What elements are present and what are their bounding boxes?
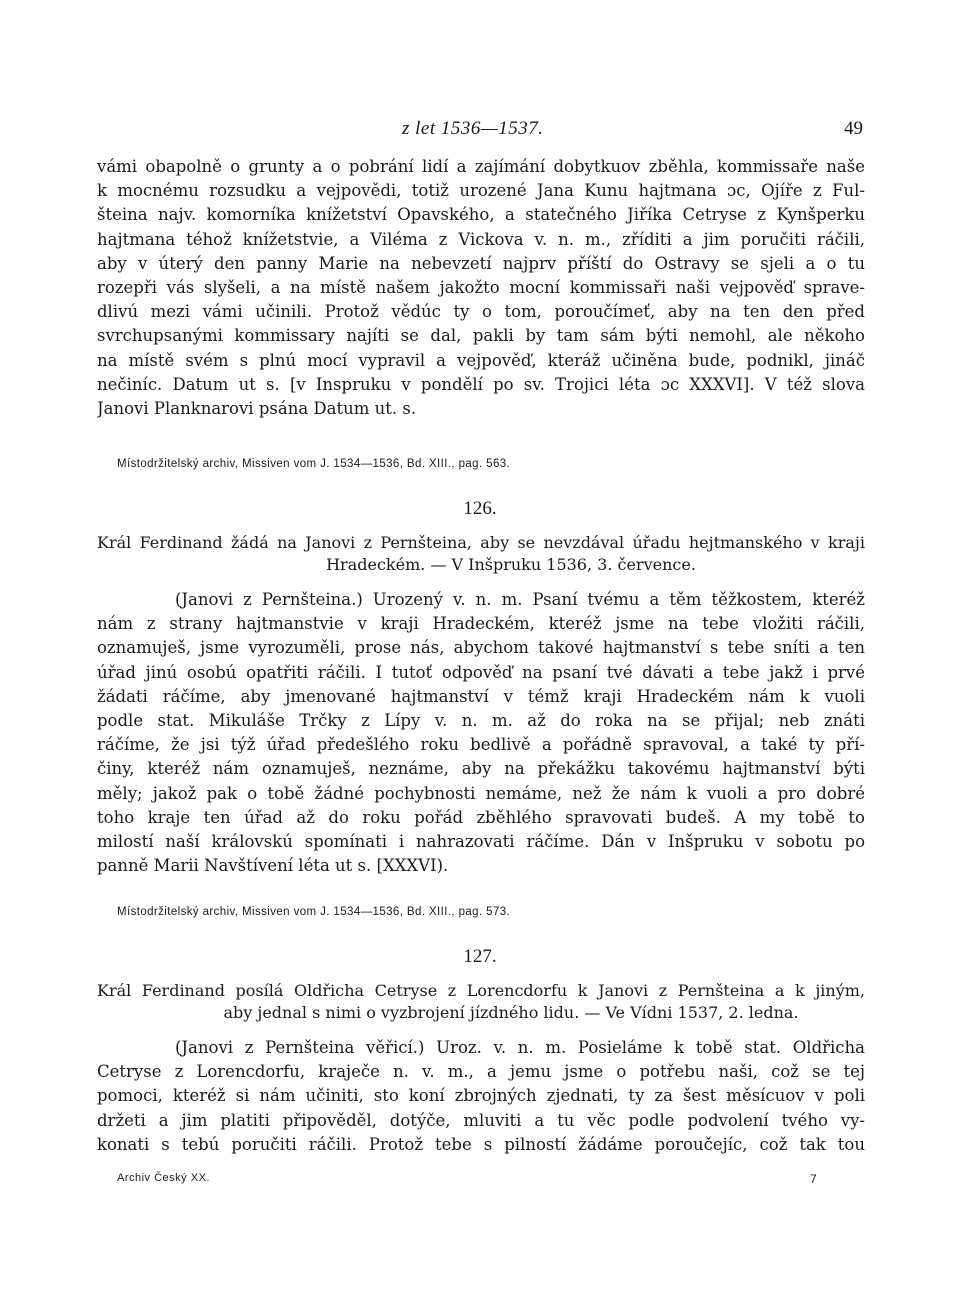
text-line: milostí naší královskú spomínati i nahrazovati ráčíme. Dán v Inšpruku v sobotu po <box>97 831 865 851</box>
doc125-body <box>97 155 865 421</box>
summary-line: Král Ferdinand žádá na Janovi z Pernšteina, aby se nevzdával úřadu hejtmanského v kraji <box>97 533 865 552</box>
footer-signature: Archiv Český XX. <box>117 1172 210 1184</box>
text-line: k mocnému rozsudku a vejpovědi, totiž urozené Jana Kunu hajtmana ɔc, Ojíře z Ful- <box>97 181 865 201</box>
text-line: na místě svém s plnú mocí vypravil a vejpověď, kteráž učiněna bude, podnikl, jináč <box>97 350 865 370</box>
doc126-summary <box>97 532 865 576</box>
footer-sheet-number: 7 <box>810 1172 817 1186</box>
text-line: panně Marii Navštívení léta ut s. [XXXVI). <box>97 856 449 876</box>
text-line: Janovi Planknarovi psána Datum ut. s. <box>97 398 417 418</box>
text-line: šteina najv. komorníka knížetství Opavského, a statečného Jiříka Cetryse z Kynšperku <box>97 205 865 225</box>
archival-source: Místodržitelský archiv, Missiven vom J. 1534—1536, Bd. XIII., pag. 573. <box>117 906 511 918</box>
text-line: svrchupsanými kommissary najíti se dal, pakli by tam sám býti nemohl, ale někoho <box>97 326 865 346</box>
page-number: 49 <box>844 118 863 139</box>
text-line: konati s tebú poručiti ráčili. Protož tebe s pilností žádáme poroučejíc, což tak tou <box>97 1134 865 1154</box>
text-line: oznamuješ, jsme vyrozuměli, prose nás, abychom takové hajtmanství s tebe sníti a ten <box>97 638 865 658</box>
summary-line: Král Ferdinand posílá Oldřicha Cetryse z Lorencdorfu k Janovi z Pernšteina a k jiným, <box>97 981 865 1000</box>
summary-line: Hradeckém. — V Inšpruku 1536, 3. července. <box>326 555 696 574</box>
doc127-body <box>97 1036 865 1157</box>
text-line: držeti a jim platiti připověděl, dotýče, mluviti a tu věc podle podvolení tvého vy- <box>97 1110 865 1130</box>
archival-source: Místodržitelský archiv, Missiven vom J. 1534—1536, Bd. XIII., pag. 563. <box>117 458 511 470</box>
text-line: žádati ráčíme, aby jmenované hajtmanství v témž kraji Hradeckém nám k vuoli <box>97 686 865 706</box>
text-line: vámi obapolně o grunty a o pobrání lidí a zajímání dobytkuov zběhla, kommissaře naše <box>97 157 865 176</box>
summary-line: aby jednal s nimi o vyzbrojení jízdného lidu. — Ve Vídni 1537, 2. ledna. <box>223 1003 799 1022</box>
text-line: úřad jinú osobú opatřiti ráčili. I tutoť odpověď na psaní tvé dávati a tebe jakž i prvé <box>97 662 865 682</box>
doc126-body <box>97 588 865 878</box>
running-title: z let 1536—1537. <box>402 118 544 139</box>
text-line: dlivú mezi vámi učinili. Protož vědúc ty o tom, poroučímeť, aby na ten den před <box>97 302 865 322</box>
text-line: hajtmana téhož knížetstvie, a Viléma z Vickova v. n. m., zříditi a jim poručiti ráčili, <box>97 229 865 249</box>
doc127-summary <box>97 980 865 1024</box>
document-number: 126. <box>463 498 497 519</box>
text-line: (Janovi z Pernšteina věřicí.) Uroz. v. n. m. Posieláme k tobě stat. Oldřicha <box>175 1038 865 1057</box>
text-line: nečiníc. Datum ut s. [v Inspruku v pondělí po sv. Trojici léta ɔc XXXVI]. V též slova <box>97 374 865 394</box>
text-line: rozepři vás slyšeli, a na místě našem jakožto mocní kommissaři naši vejpověď sprave- <box>97 277 865 297</box>
text-line: pomoci, kteréž si nám učiniti, sto koní zbrojných zjednati, ty za šest měsícuov v poli <box>97 1086 865 1106</box>
document-number: 127. <box>463 946 497 967</box>
text-line: činy, kteréž nám oznamuješ, neznáme, aby na překážku takovému hajtmanství býti <box>97 759 865 779</box>
text-line: Cetryse z Lorencdorfu, kraječe n. v. m., a jemu jsme o potřebu naši, což se tej <box>97 1062 865 1082</box>
text-line: aby v úterý den panny Marie na nebevzetí najprv příští do Ostravy se sjeli a o tu <box>97 253 865 273</box>
text-line: podle stat. Mikuláše Trčky z Lípy v. n. m. až do roka na se přijal; neb znáti <box>97 710 865 730</box>
text-line: (Janovi z Pernšteina.) Urozený v. n. m. Psaní tvému a těm těžkostem, kteréž <box>175 590 865 609</box>
text-line: měly; jakož pak o tobě žádné pochybnosti nemáme, než že nám k vuoli a pro dobré <box>97 783 865 803</box>
text-line: ráčíme, že jsi týž úřad předešlého roku bedlivě a pořádně spravoval, a také ty pří- <box>97 735 865 755</box>
text-line: toho kraje ten úřad až do roku pořád zběhlého spravovati budeš. A my tobě to <box>97 807 865 827</box>
text-line: nám z strany hajtmanstvie v kraji Hradeckém, kteréž jsme na tebe vložiti ráčili, <box>97 614 865 634</box>
